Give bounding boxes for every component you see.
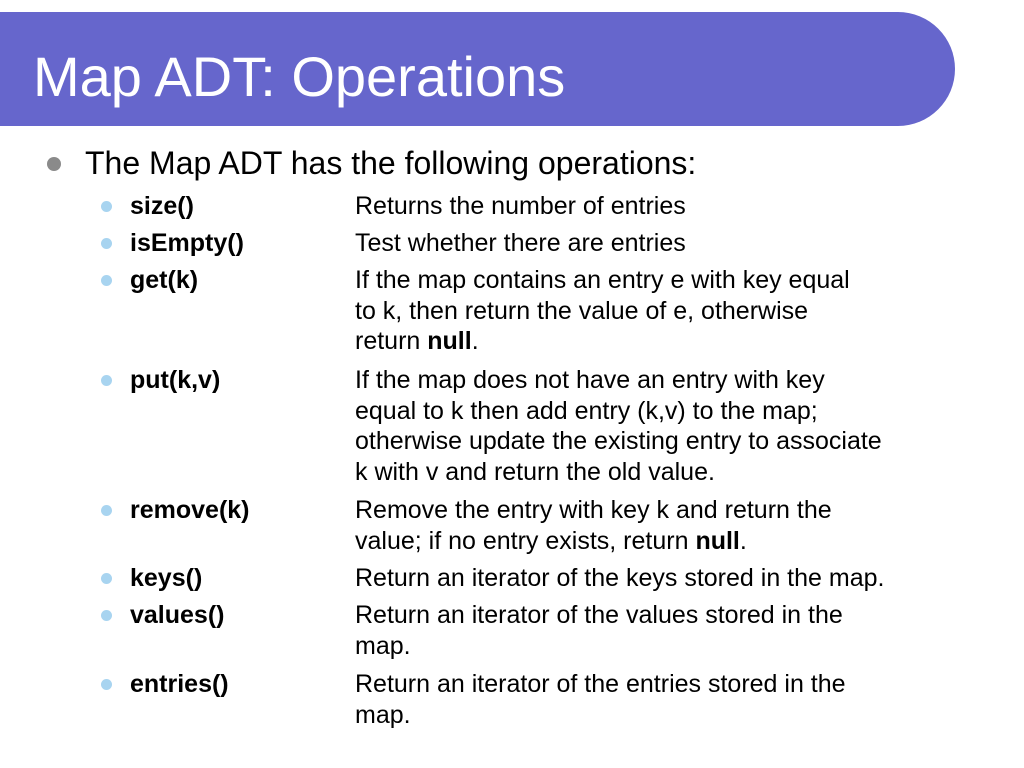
description-text: value; if no entry exists, return: [355, 526, 696, 555]
operation-description: [355, 600, 985, 661]
operation-name: isEmpty(): [130, 229, 244, 257]
description-line: [355, 326, 985, 357]
description-line: to k, then return the value of e, otherwise: [355, 296, 809, 325]
description-line: If the map contains an entry e with key equal: [355, 266, 850, 294]
null-keyword: null: [427, 327, 472, 355]
operation-description: [355, 563, 985, 594]
description-line: Test whether there are entries: [355, 229, 686, 257]
bullet-dot: [101, 238, 112, 249]
operation-description: [355, 191, 985, 222]
bullet-dot: [101, 573, 112, 584]
operation-name: put(k,v): [130, 366, 221, 394]
description-line: Returns the number of entries: [355, 192, 686, 220]
description-line: If the map does not have an entry with key: [355, 366, 825, 394]
description-line: [355, 526, 985, 557]
title-bar: [0, 12, 955, 126]
description-line: map.: [355, 631, 411, 660]
bullet-dot: [101, 505, 112, 516]
slide-title: Map ADT: Operations: [33, 45, 566, 108]
null-keyword: null: [695, 526, 740, 555]
description-line: map.: [355, 700, 411, 729]
description-line: Return an iterator of the keys stored in the map.: [355, 564, 885, 592]
description-text: .: [739, 526, 747, 555]
bullet-dot: [101, 201, 112, 212]
bullet-dot: [101, 610, 112, 621]
bullet-dot: [101, 375, 112, 386]
operation-name: size(): [130, 192, 194, 220]
operation-name: keys(): [130, 564, 203, 592]
intro-text: The Map ADT has the following operations:: [85, 145, 697, 181]
main-bullet: [47, 157, 61, 171]
operation-description: [355, 228, 985, 259]
operation-name: get(k): [130, 266, 199, 294]
operation-name: remove(k): [130, 496, 250, 524]
description-line: Return an iterator of the entries stored in the: [355, 670, 846, 698]
description-line: k with v and return the old value.: [355, 457, 715, 486]
operation-description: [355, 669, 985, 730]
description-line: Return an iterator of the values stored in the: [355, 601, 843, 629]
bullet-dot: [101, 275, 112, 286]
description-line: Remove the entry with key k and return the: [355, 496, 832, 524]
operation-name: entries(): [130, 670, 229, 698]
operation-description: [355, 365, 985, 487]
operation-description: [355, 265, 985, 357]
description-line: equal to k then add entry (k,v) to the map;: [355, 396, 818, 425]
description-text: return: [355, 327, 428, 355]
bullet-dot: [101, 679, 112, 690]
operation-description: [355, 495, 985, 556]
description-line: otherwise update the existing entry to associate: [355, 427, 882, 455]
operation-name: values(): [130, 601, 225, 629]
description-text: .: [471, 327, 479, 355]
